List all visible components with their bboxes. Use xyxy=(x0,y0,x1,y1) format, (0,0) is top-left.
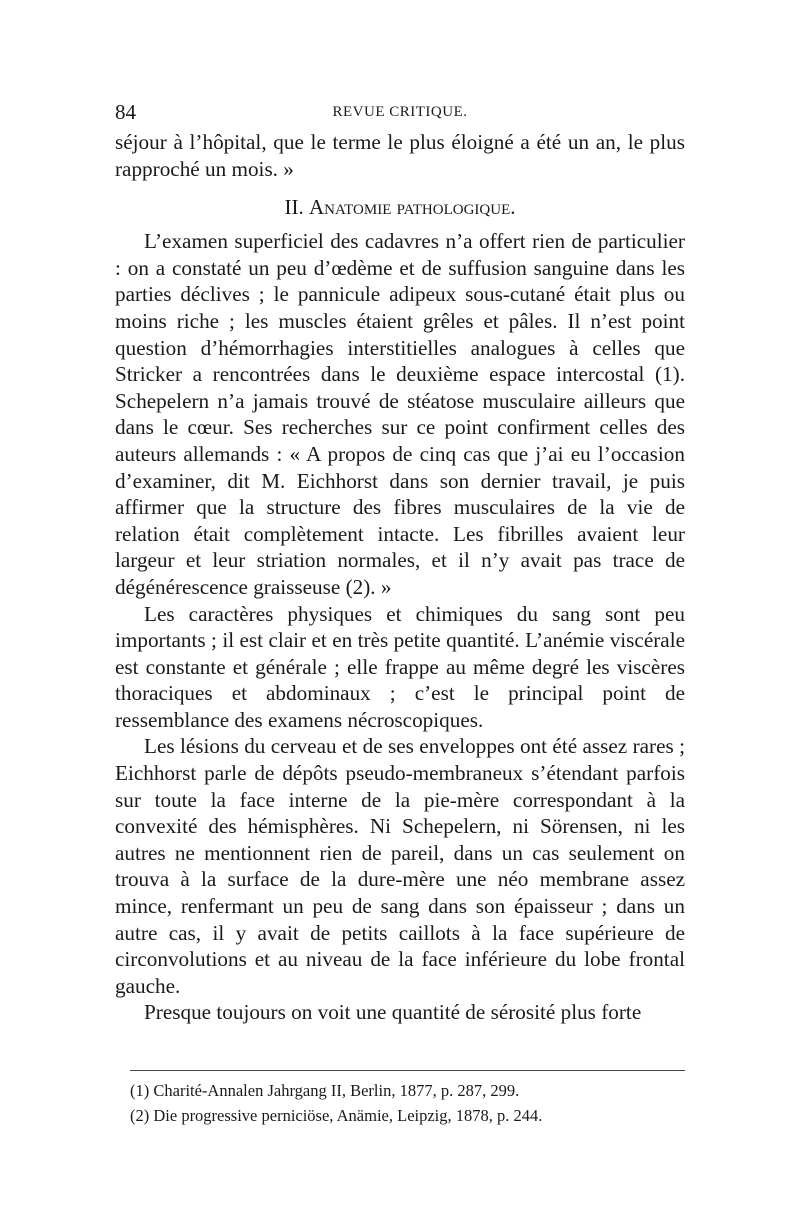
page-header xyxy=(115,100,685,126)
running-head: REVUE CRITIQUE. xyxy=(332,104,468,120)
section-numeral: II. xyxy=(284,195,304,220)
section-heading xyxy=(115,193,685,221)
body-text xyxy=(115,129,685,1026)
footnotes xyxy=(130,1078,690,1128)
footnote: (1) Charité-Annalen Jahrgang II, Berlin, 1877, p. 287, 299. xyxy=(130,1081,520,1100)
footnote: (2) Die progressive perniciöse, Anämie, Leipzig, 1878, p. 244. xyxy=(130,1106,543,1125)
section-title: Anatomie pathologique. xyxy=(308,195,516,220)
paragraph: L’examen superficiel des cadavres n’a offert rien de particulier : on a constaté un peu d’œdème et de suffusion sanguine dans les parties déclives ; le pannicule adipeux sous-cutané était plus ou moins riche ; les muscles étaient grêles et pâles. Il n’est point question d’hémorrhagies interstitielles analogues à celles que Stricker a rencontrées dans le deuxième espace intercostal (1). Schepelern n’a jamais trouvé de stéatose musculaire ailleurs que dans le cœur. Ses recherches sur ce point confirment celles des auteurs allemands : « A propos de cinq cas que j’ai eu l’occasion d’examiner, dit M. Eichhorst dans son dernier travail, je puis affirmer que la structure des fibres musculaires de la vie de relation était complètement intacte. Les fibrilles avaient leur largeur et leur striation normales, et il n’y avait pas trace de dégénérescence graisseuse (2). » xyxy=(115,229,685,599)
paragraph: Les caractères physiques et chimiques du sang sont peu importants ; il est clair et en très petite quantité. L’anémie viscérale est constante et générale ; elle frappe au même degré les viscères thoraciques et abdominaux ; c’est le principal point de ressemblance des examens nécroscopiques. xyxy=(115,601,685,732)
paragraph: Les lésions du cerveau et de ses enveloppes ont été assez rares ; Eichhorst parle de dépôts pseudo-membraneux s’étendant parfois sur toute la face interne de la pie-mère correspondant à la convexité des hémisphères. Ni Schepelern, ni Sörensen, ni les autres ne mentionnent rien de pareil, dans un cas seulement on trouva à la surface de la dure-mère une néo membrane assez mince, renfermant un peu de sang dans son épaisseur ; dans un autre cas, il y avait de petits caillots à la face supérieure de circonvolutions et au niveau de la face inférieure du lobe frontal gauche. xyxy=(115,734,685,998)
page-number: 84 xyxy=(115,100,136,124)
paragraph: Presque toujours on voit une quantité de sérosité plus forte xyxy=(144,1000,642,1025)
footnote-divider xyxy=(130,1070,685,1071)
paragraph-continued: séjour à l’hôpital, que le terme le plus éloigné a été un an, le plus rapproché un mois. » xyxy=(115,130,685,181)
